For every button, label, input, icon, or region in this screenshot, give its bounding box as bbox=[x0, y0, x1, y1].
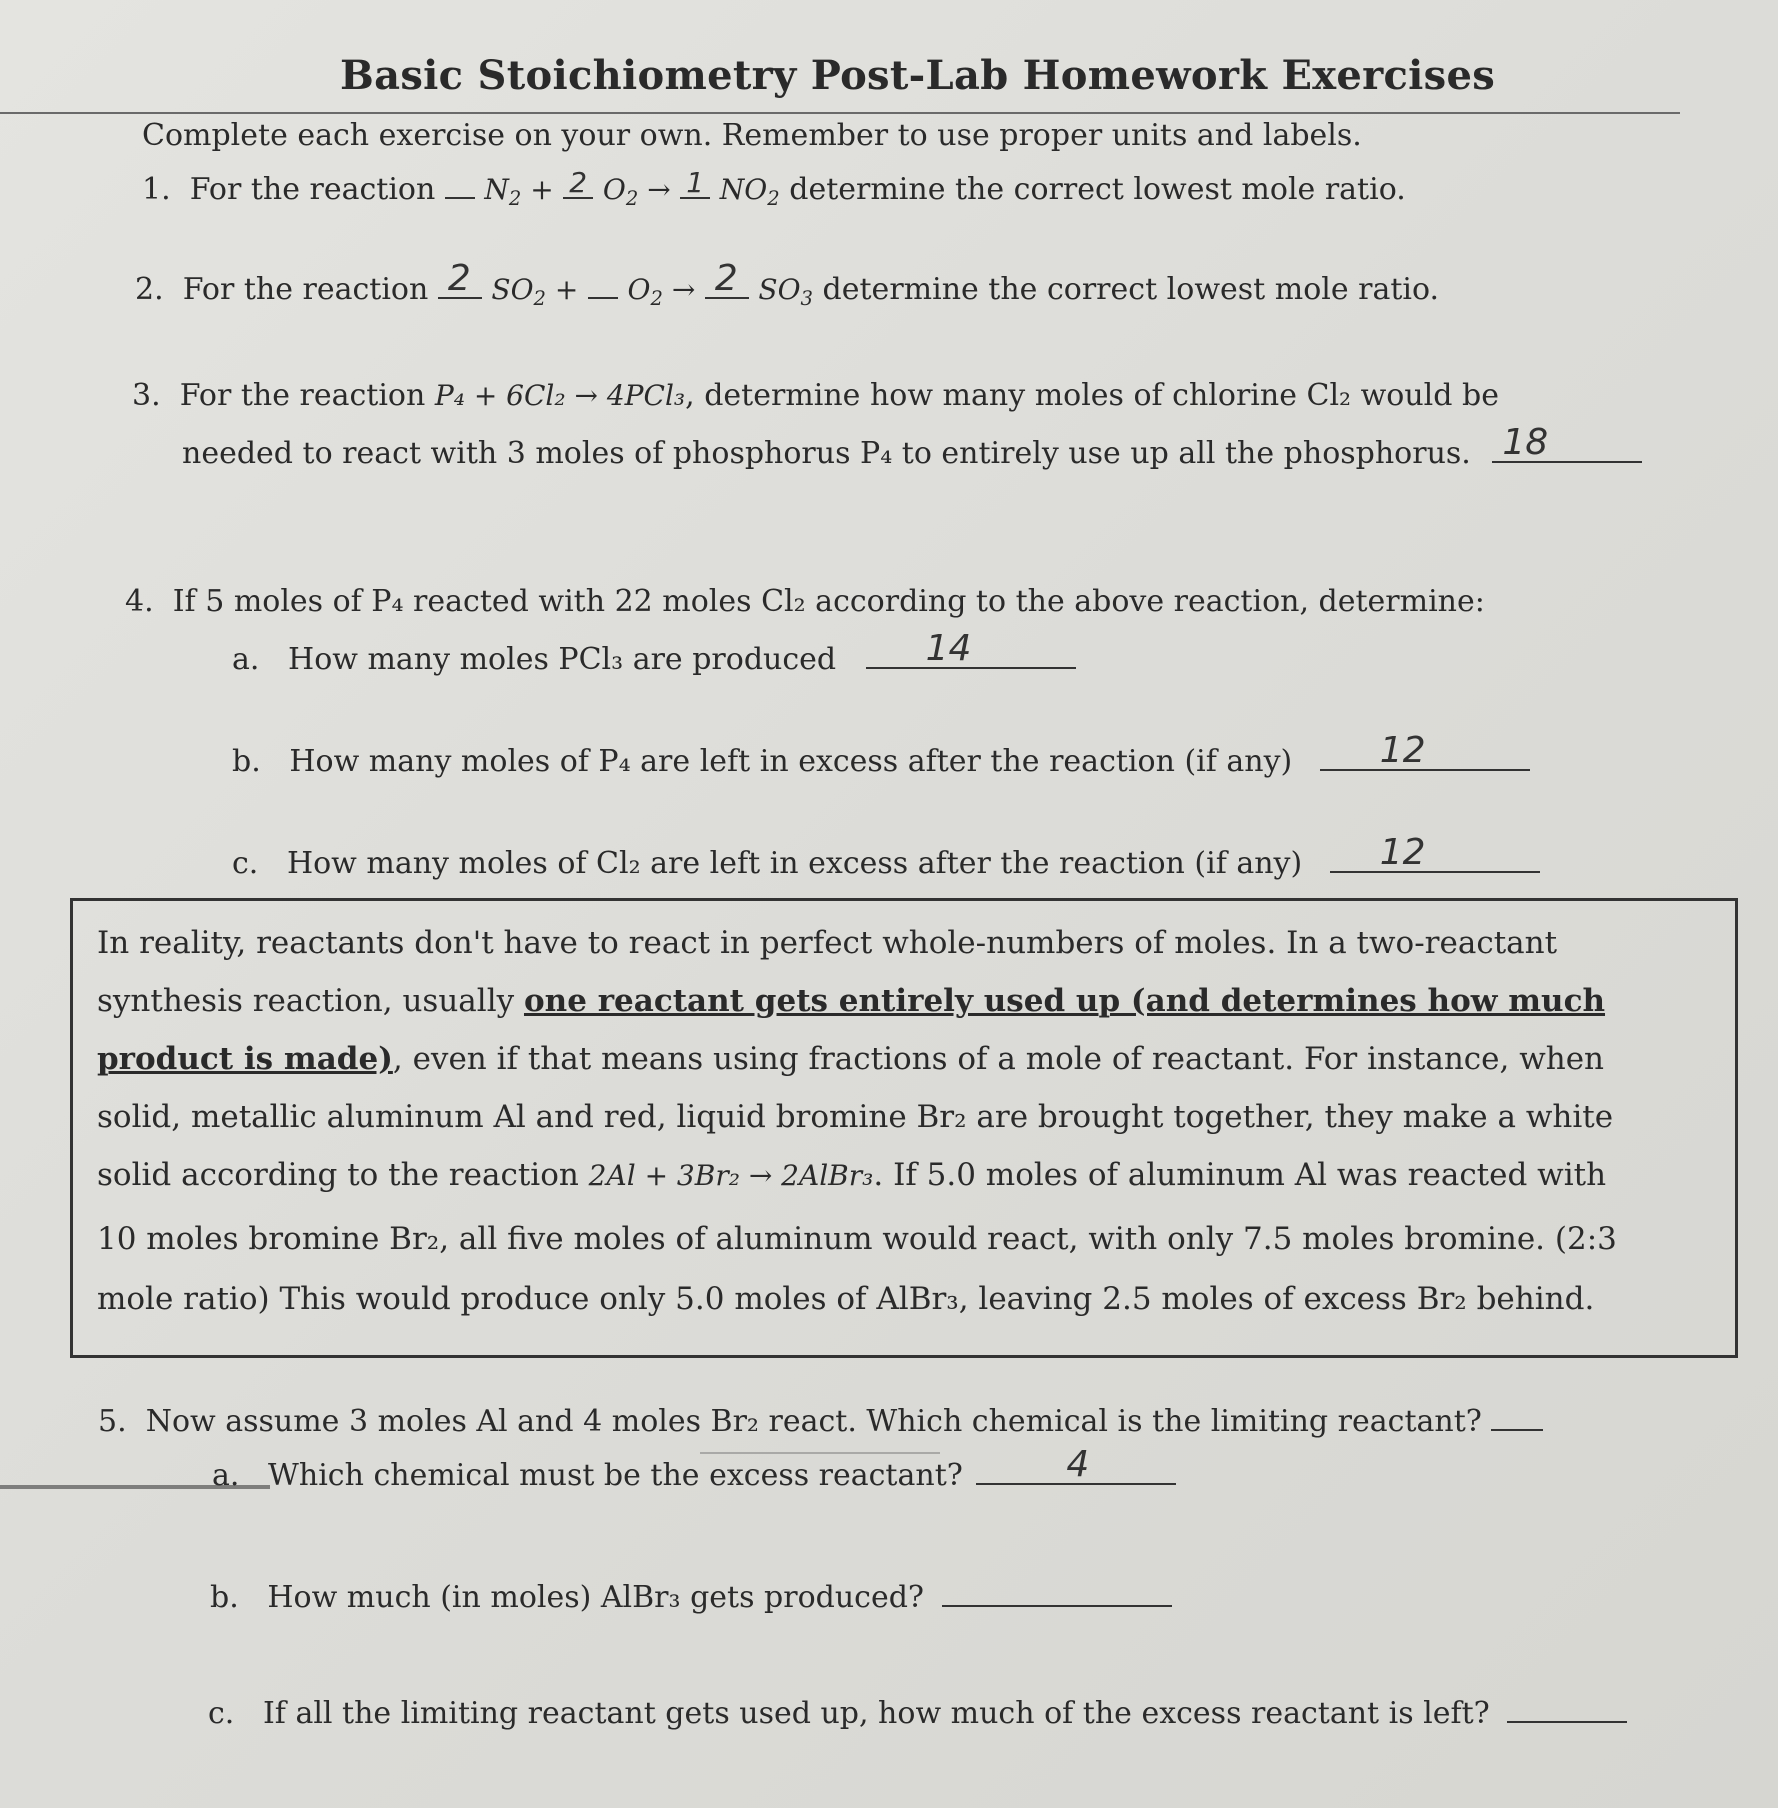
q1-lead: For the reaction bbox=[189, 172, 436, 207]
question-1: 1. For the reaction $N_2$ + 2 $O_2$ → 1 $NO_2$ determine the correct lowest mole ratio. bbox=[142, 166, 1406, 210]
q2-blank-o2[interactable] bbox=[588, 297, 618, 299]
q4b-answer-blank[interactable]: 12 bbox=[1320, 769, 1530, 771]
question-4c: c. How many moles of Cl₂ are left in excess after the reaction (if any) 12 bbox=[232, 846, 1540, 881]
q1-blank-n2[interactable] bbox=[445, 197, 475, 199]
q5-answer-blank[interactable] bbox=[1491, 1429, 1543, 1431]
question-4a: a. How many moles PCl₃ are produced 14 bbox=[232, 642, 1076, 677]
q1-tail: determine the correct lowest mole ratio. bbox=[789, 172, 1406, 207]
question-2: 2. For the reaction 2 $SO_2$ + $O_2$ → 2 $SO_3$ determine the correct lowest mole ratio. bbox=[135, 258, 1440, 310]
info-box: In reality, reactants don't have to react in perfect whole-numbers of moles. In a two-reactant synthesis reaction, usually one reactant gets entirely used up (and determines how much product is made), even if that means using fractions of a mole of reactant. For instance, when solid, metallic aluminum Al and red, liquid bromine Br₂ are brought together, they make a white solid according to the reaction 2Al + 3Br₂ → 2AlBr₃. If 5.0 moles of aluminum Al was reacted with 10 moles bromine Br₂, all five moles of aluminum would react, with only 7.5 moles bromine. (2:3 mole ratio) This would produce only 5.0 moles of AlBr₃, leaving 2.5 moles of excess Br₂ behind. bbox=[70, 898, 1738, 1358]
q5b-answer-blank[interactable] bbox=[942, 1605, 1172, 1607]
q2-tail: determine the correct lowest mole ratio. bbox=[822, 272, 1440, 307]
q5c-answer-blank[interactable] bbox=[1507, 1721, 1627, 1723]
instructions: Complete each exercise on your own. Remember to use proper units and labels. bbox=[142, 118, 1362, 153]
q2-blank-so2[interactable]: 2 bbox=[438, 297, 482, 299]
q2-blank-so3[interactable]: 2 bbox=[705, 297, 749, 299]
q4c-answer-blank[interactable]: 12 bbox=[1330, 871, 1540, 873]
pencil-mark bbox=[700, 1452, 940, 1454]
q2-lead: For the reaction bbox=[182, 272, 429, 307]
q3-answer-blank[interactable]: 18 bbox=[1492, 461, 1642, 463]
question-5a: a. Which chemical must be the excess reactant? 4 bbox=[212, 1458, 1176, 1493]
question-5: 5. Now assume 3 moles Al and 4 moles Br₂ react. Which chemical is the limiting reactant? bbox=[98, 1404, 1543, 1439]
title-rule bbox=[0, 112, 1680, 114]
box-equation: 2Al + 3Br₂ → 2AlBr₃ bbox=[588, 1159, 874, 1192]
question-3-line-2: needed to react with 3 moles of phosphorus P₄ to entirely use up all the phosphorus. 18 bbox=[182, 436, 1642, 471]
question-5b: b. How much (in moles) AlBr₃ gets produced? bbox=[210, 1580, 1172, 1615]
question-4: 4. If 5 moles of P₄ reacted with 22 moles Cl₂ according to the above reaction, determine: bbox=[125, 584, 1485, 619]
question-5c: c. If all the limiting reactant gets used up, how much of the excess reactant is left? bbox=[208, 1696, 1627, 1731]
q2-number: 2. bbox=[135, 272, 164, 307]
question-4b: b. How many moles of P₄ are left in excess after the reaction (if any) 12 bbox=[232, 744, 1530, 779]
q1-blank-no2[interactable]: 1 bbox=[680, 197, 710, 199]
q5a-answer-blank[interactable]: 4 bbox=[976, 1483, 1176, 1485]
page-title: Basic Stoichiometry Post-Lab Homework Exercises bbox=[340, 52, 1496, 99]
question-3: 3. For the reaction P₄ + 6Cl₂ → 4PCl₃, determine how many moles of chlorine Cl₂ would be bbox=[132, 378, 1499, 413]
q1-equation: $N_2$ + bbox=[484, 173, 554, 210]
q1-number: 1. bbox=[142, 172, 171, 207]
q4a-answer-blank[interactable]: 14 bbox=[866, 667, 1076, 669]
q3-equation: P₄ + 6Cl₂ → 4PCl₃ bbox=[434, 379, 686, 412]
q1-blank-o2[interactable]: 2 bbox=[563, 197, 593, 199]
